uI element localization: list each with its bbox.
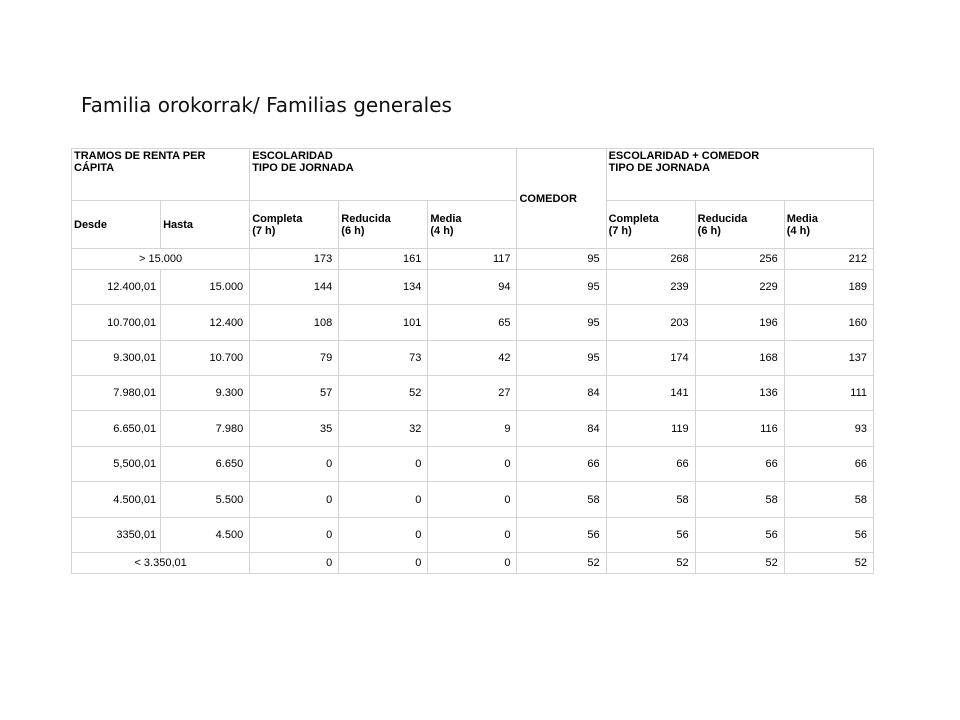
table-row	[72, 411, 874, 447]
escolaridad-comedor-media-cell: 58	[784, 482, 873, 518]
range-cell: < 3.350,01	[72, 553, 250, 574]
escolaridad-comedor-completa-cell: 203	[606, 305, 695, 341]
desde-cell: 10.700,01	[72, 305, 161, 341]
table-row	[72, 518, 874, 553]
desde-cell: 6.650,01	[72, 411, 161, 447]
tramos-header-line1: TRAMOS DE RENTA PER	[74, 150, 206, 162]
media-comedor-header-hours: (4 h)	[786, 224, 810, 237]
comedor-cell: 52	[517, 553, 606, 574]
escolaridad-comedor-reducida-cell: 229	[695, 270, 784, 305]
escolaridad-comedor-header-line1: ESCOLARIDAD + COMEDOR	[608, 150, 760, 162]
hasta-cell: 5.500	[161, 482, 250, 518]
escolaridad-comedor-reducida-cell: 58	[695, 482, 784, 518]
escolaridad-comedor-reducida-cell: 136	[695, 376, 784, 411]
escolaridad-media-cell: 42	[428, 341, 517, 376]
table-row	[72, 249, 874, 270]
escolaridad-comedor-media-cell: 93	[784, 411, 873, 447]
escolaridad-media-cell: 0	[428, 482, 517, 518]
escolaridad-completa-cell: 57	[250, 376, 339, 411]
hasta-cell: 12.400	[161, 305, 250, 341]
escolaridad-comedor-completa-cell: 119	[606, 411, 695, 447]
escolaridad-media-cell: 0	[428, 553, 517, 574]
desde-cell: 7.980,01	[72, 376, 161, 411]
escolaridad-comedor-reducida-cell: 52	[695, 553, 784, 574]
escolaridad-media-cell: 0	[428, 447, 517, 482]
reducida-comedor-header	[695, 201, 784, 249]
comedor-cell: 56	[517, 518, 606, 553]
escolaridad-completa-cell: 0	[250, 553, 339, 574]
completa-comedor-header	[606, 201, 695, 249]
escolaridad-reducida-cell: 0	[339, 482, 428, 518]
completa-comedor-header-label: Completa	[608, 212, 659, 225]
escolaridad-completa-cell: 144	[250, 270, 339, 305]
escolaridad-comedor-media-cell: 52	[784, 553, 873, 574]
comedor-cell: 84	[517, 411, 606, 447]
completa-header-hours: (7 h)	[252, 224, 276, 237]
escolaridad-comedor-media-cell: 189	[784, 270, 873, 305]
escolaridad-comedor-media-cell: 212	[784, 249, 873, 270]
completa-header-label: Completa	[252, 212, 303, 225]
fees-table	[71, 148, 874, 574]
escolaridad-comedor-header-line2: TIPO DE JORNADA	[608, 162, 711, 174]
escolaridad-media-cell: 27	[428, 376, 517, 411]
escolaridad-completa-cell: 79	[250, 341, 339, 376]
table-row	[72, 376, 874, 411]
escolaridad-comedor-completa-cell: 239	[606, 270, 695, 305]
reducida-comedor-header-label: Reducida	[697, 212, 748, 225]
escolaridad-reducida-cell: 0	[339, 518, 428, 553]
escolaridad-comedor-reducida-cell: 168	[695, 341, 784, 376]
hasta-cell: 6.650	[161, 447, 250, 482]
table-row	[72, 482, 874, 518]
hasta-cell: 10.700	[161, 341, 250, 376]
hasta-header: Hasta	[161, 201, 250, 249]
hasta-cell: 15.000	[161, 270, 250, 305]
comedor-cell: 66	[517, 447, 606, 482]
escolaridad-completa-cell: 173	[250, 249, 339, 270]
table-row	[72, 305, 874, 341]
table-row	[72, 341, 874, 376]
escolaridad-media-cell: 94	[428, 270, 517, 305]
table-row	[72, 447, 874, 482]
escolaridad-header-line2: TIPO DE JORNADA	[252, 162, 354, 174]
completa-comedor-header-hours: (7 h)	[608, 224, 632, 237]
media-header-label: Media	[430, 212, 462, 225]
escolaridad-comedor-media-cell: 160	[784, 305, 873, 341]
completa-header	[250, 201, 339, 249]
escolaridad-media-cell: 65	[428, 305, 517, 341]
comedor-cell: 95	[517, 305, 606, 341]
escolaridad-reducida-cell: 0	[339, 553, 428, 574]
desde-cell: 5,500,01	[72, 447, 161, 482]
escolaridad-comedor-reducida-cell: 56	[695, 518, 784, 553]
comedor-cell: 95	[517, 270, 606, 305]
escolaridad-comedor-reducida-cell: 66	[695, 447, 784, 482]
escolaridad-comedor-completa-cell: 174	[606, 341, 695, 376]
escolaridad-reducida-cell: 73	[339, 341, 428, 376]
comedor-header: COMEDOR	[517, 149, 606, 249]
group-header-row	[72, 149, 874, 201]
media-comedor-header	[784, 201, 873, 249]
escolaridad-reducida-cell: 0	[339, 447, 428, 482]
hasta-cell: 4.500	[161, 518, 250, 553]
reducida-header	[339, 201, 428, 249]
range-cell: > 15.000	[72, 249, 250, 270]
escolaridad-comedor-reducida-cell: 116	[695, 411, 784, 447]
table-row	[72, 553, 874, 574]
desde-cell: 4.500,01	[72, 482, 161, 518]
desde-cell: 12.400,01	[72, 270, 161, 305]
hasta-cell: 7.980	[161, 411, 250, 447]
escolaridad-completa-cell: 0	[250, 447, 339, 482]
escolaridad-reducida-cell: 32	[339, 411, 428, 447]
escolaridad-media-cell: 117	[428, 249, 517, 270]
escolaridad-completa-cell: 35	[250, 411, 339, 447]
desde-cell: 9.300,01	[72, 341, 161, 376]
desde-cell: 3350,01	[72, 518, 161, 553]
hasta-cell: 9.300	[161, 376, 250, 411]
escolaridad-reducida-cell: 52	[339, 376, 428, 411]
escolaridad-reducida-cell: 134	[339, 270, 428, 305]
escolaridad-completa-cell: 108	[250, 305, 339, 341]
escolaridad-comedor-reducida-cell: 256	[695, 249, 784, 270]
reducida-header-hours: (6 h)	[341, 224, 365, 237]
escolaridad-media-cell: 0	[428, 518, 517, 553]
desde-header: Desde	[72, 201, 161, 249]
escolaridad-comedor-reducida-cell: 196	[695, 305, 784, 341]
escolaridad-completa-cell: 0	[250, 518, 339, 553]
escolaridad-comedor-completa-cell: 66	[606, 447, 695, 482]
comedor-cell: 95	[517, 341, 606, 376]
reducida-header-label: Reducida	[341, 212, 391, 225]
slide-title: Familia orokorrak/ Familias generales	[81, 93, 452, 117]
escolaridad-comedor-completa-cell: 141	[606, 376, 695, 411]
comedor-cell: 58	[517, 482, 606, 518]
table-row	[72, 270, 874, 305]
escolaridad-comedor-header	[606, 149, 873, 201]
escolaridad-reducida-cell: 101	[339, 305, 428, 341]
escolaridad-comedor-completa-cell: 56	[606, 518, 695, 553]
escolaridad-reducida-cell: 161	[339, 249, 428, 270]
sub-header-row	[72, 201, 874, 249]
escolaridad-comedor-media-cell: 111	[784, 376, 873, 411]
escolaridad-completa-cell: 0	[250, 482, 339, 518]
escolaridad-header-line1: ESCOLARIDAD	[252, 150, 333, 162]
tramos-header	[72, 149, 250, 201]
escolaridad-comedor-completa-cell: 58	[606, 482, 695, 518]
comedor-cell: 84	[517, 376, 606, 411]
escolaridad-comedor-media-cell: 66	[784, 447, 873, 482]
comedor-cell: 95	[517, 249, 606, 270]
escolaridad-comedor-completa-cell: 268	[606, 249, 695, 270]
media-header	[428, 201, 517, 249]
escolaridad-comedor-media-cell: 56	[784, 518, 873, 553]
escolaridad-comedor-completa-cell: 52	[606, 553, 695, 574]
escolaridad-comedor-media-cell: 137	[784, 341, 873, 376]
escolaridad-header	[250, 149, 517, 201]
tramos-header-line2: CÁPITA	[74, 162, 115, 174]
media-comedor-header-label: Media	[786, 212, 818, 225]
escolaridad-media-cell: 9	[428, 411, 517, 447]
reducida-comedor-header-hours: (6 h)	[697, 224, 721, 237]
media-header-hours: (4 h)	[430, 224, 454, 237]
